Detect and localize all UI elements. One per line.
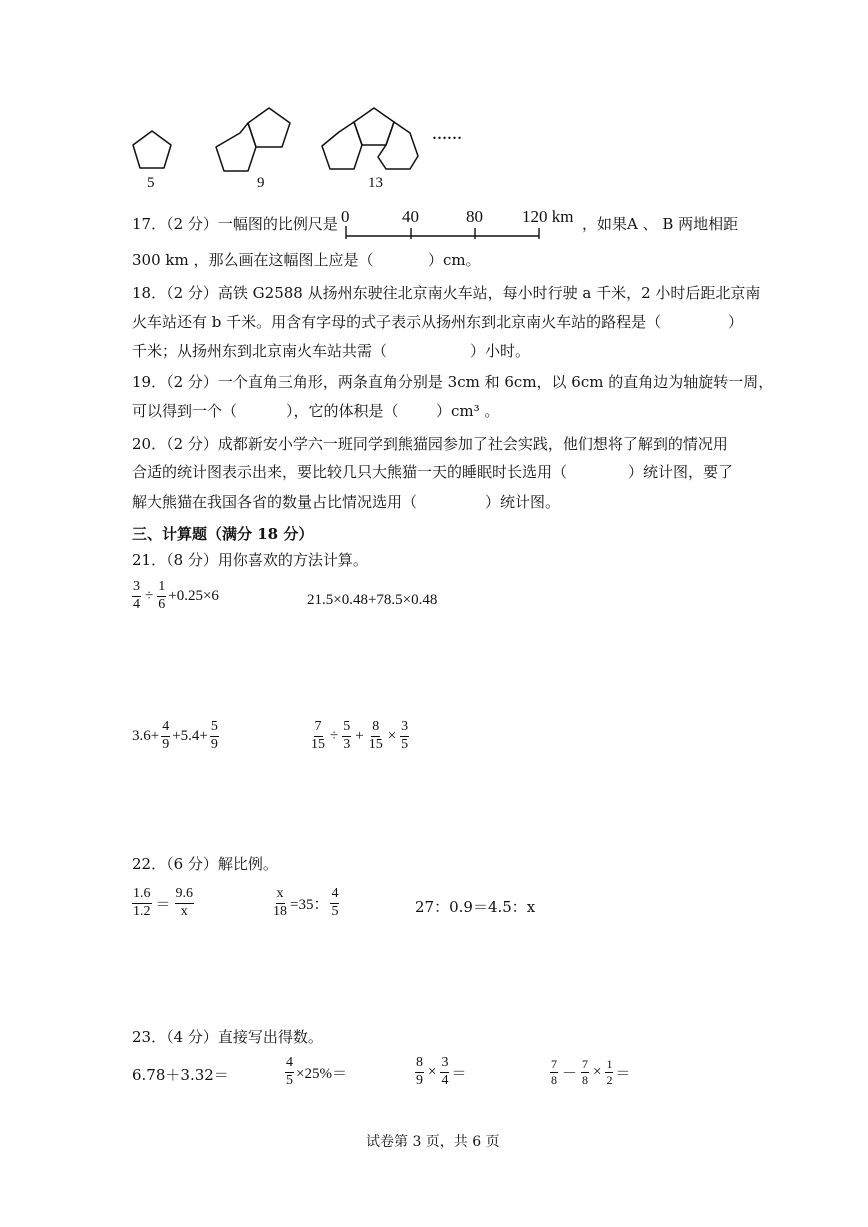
q17-text-d: ）cm。: [428, 251, 481, 269]
fraction: $\frac{5}{3}$: [343, 719, 351, 752]
q18-line-2a: 火车站还有 b 千米。用含有字母的式子表示从扬州东到北京南火车站的路程是（: [132, 313, 662, 331]
fraction: $\frac{8}{15}$: [368, 719, 383, 752]
q20-line-3a: 解大熊猫在我国各省的数量占比情况选用（: [132, 493, 418, 511]
q21-expression-3: 3.6+ $\frac{4}{9}$ +5.4+ $\frac{5}{9}$: [132, 719, 218, 752]
fraction: $\frac{1.6}{1.2}$: [133, 886, 151, 919]
fraction: $\frac{3}{5}$: [401, 719, 409, 752]
fraction: $\frac{7}{8}$: [551, 1057, 557, 1087]
q22-proportion-1: $\frac{1.6}{1.2}$ ＝ $\frac{9.6}{x}$: [133, 886, 194, 919]
q21-expression-1: $\frac{3}{4}$ ÷ $\frac{1}{6}$ +0.25×6: [133, 579, 219, 612]
scale-tick-120: 120 km: [522, 207, 574, 226]
q19-line-2c: ）cm³ 。: [436, 402, 500, 420]
q18-line-3a: 千米；从扬州东到北京南火车站共需（: [132, 342, 388, 360]
q20-line-1: 20．（2 分）成都新安小学六一班同学到熊猫园参加了社会实践，他们想将了解到的情况用: [132, 435, 728, 453]
scale-tick-40: 40: [402, 207, 419, 226]
q20-line-3b: ）统计图。: [485, 493, 561, 511]
pentagon-1: [133, 131, 171, 168]
q19-line-2a: 可以得到一个（: [132, 402, 238, 420]
pentagon-3b: [322, 122, 362, 169]
fraction: $\frac{8}{9}$: [416, 1055, 423, 1088]
q18-line-2b: ）: [728, 313, 744, 331]
fraction: $\frac{x}{18}$: [273, 886, 287, 919]
q22-proportion-3: 27：0.9＝4.5：x: [415, 898, 536, 916]
q19-line-1: 19．（2 分）一个直角三角形，两条直角分别是 3cm 和 6cm，以 6cm 的直角边为轴旋转一周，: [132, 373, 774, 391]
scale-tick-80: 80: [466, 207, 483, 226]
fraction: $\frac{9.6}{x}$: [175, 886, 194, 919]
pattern-ellipsis: ……: [432, 127, 462, 143]
q20-line-2b: ）统计图，要了: [628, 463, 734, 481]
q20-line-2a: 合适的统计图表示出来，要比较几只大熊猫一天的睡眠时长选用（: [132, 463, 568, 481]
fraction: $\frac{4}{9}$: [162, 719, 170, 752]
fraction: $\frac{7}{15}$: [311, 719, 325, 752]
q23-calc-3: $\frac{8}{9}$ × $\frac{3}{4}$ ＝: [416, 1055, 467, 1088]
q18-line-1: 18．（2 分）高铁 G2588 从扬州东驶往北京南火车站，每小时行驶 a 千米，2 小时后距北京南: [132, 284, 761, 302]
pentagon-2b: [216, 123, 256, 171]
q19-line-2b: ），它的体积是（: [286, 402, 399, 420]
section-3-title: 三、计算题（满分 18 分）: [132, 525, 314, 543]
q23-calc-4: $\frac{7}{8}$ － $\frac{7}{8}$ × $\frac{1}{2}$ ＝: [551, 1057, 631, 1087]
scale-tick-0: 0: [341, 207, 350, 226]
fraction: $\frac{3}{4}$: [441, 1055, 449, 1088]
pattern-label-1: 5: [147, 175, 155, 191]
q23-calc-2: $\frac{4}{5}$ ×25%＝: [286, 1055, 347, 1088]
fraction: $\frac{1}{6}$: [158, 579, 166, 612]
fraction: $\frac{4}{5}$: [331, 886, 339, 919]
fraction: $\frac{7}{8}$: [582, 1057, 589, 1087]
fraction: $\frac{4}{5}$: [286, 1055, 293, 1088]
q23-calc-1: 6.78＋3.32＝: [132, 1066, 229, 1084]
pattern-label-2: 9: [257, 175, 265, 191]
fraction: $\frac{1}{2}$: [606, 1057, 613, 1087]
page-footer: 试卷第 3 页，共 6 页: [366, 1134, 500, 1150]
q22-proportion-2: $\frac{x}{18}$ =35： $\frac{4}{5}$: [273, 886, 339, 919]
q21-expression-4: $\frac{7}{15}$ ÷ $\frac{5}{3}$ + $\frac{8}{15}$ × $\frac{3}{5}$: [311, 719, 409, 752]
fraction: $\frac{5}{9}$: [210, 719, 218, 752]
pattern-label-3: 13: [368, 175, 383, 191]
q17-text-c: 300 km ，那么画在这幅图上应是（: [132, 251, 374, 269]
pentagon-pattern-figure: [120, 95, 440, 180]
q18-line-3b: ）小时。: [470, 342, 531, 360]
q21-expression-2: 21.5×0.48+78.5×0.48: [307, 592, 438, 608]
scale-bar: [345, 226, 545, 240]
q22-title: 22．（6 分）解比例。: [132, 855, 278, 873]
q23-title: 23．（4 分）直接写出得数。: [132, 1028, 323, 1046]
q17-text-b: ，如果A 、 B 两地相距: [582, 215, 739, 233]
fraction: $\frac{3}{4}$: [133, 579, 140, 612]
q17-text-a: 17．（2 分）一幅图的比例尺是: [132, 215, 338, 233]
q21-title: 21．（8 分）用你喜欢的方法计算。: [132, 551, 368, 569]
